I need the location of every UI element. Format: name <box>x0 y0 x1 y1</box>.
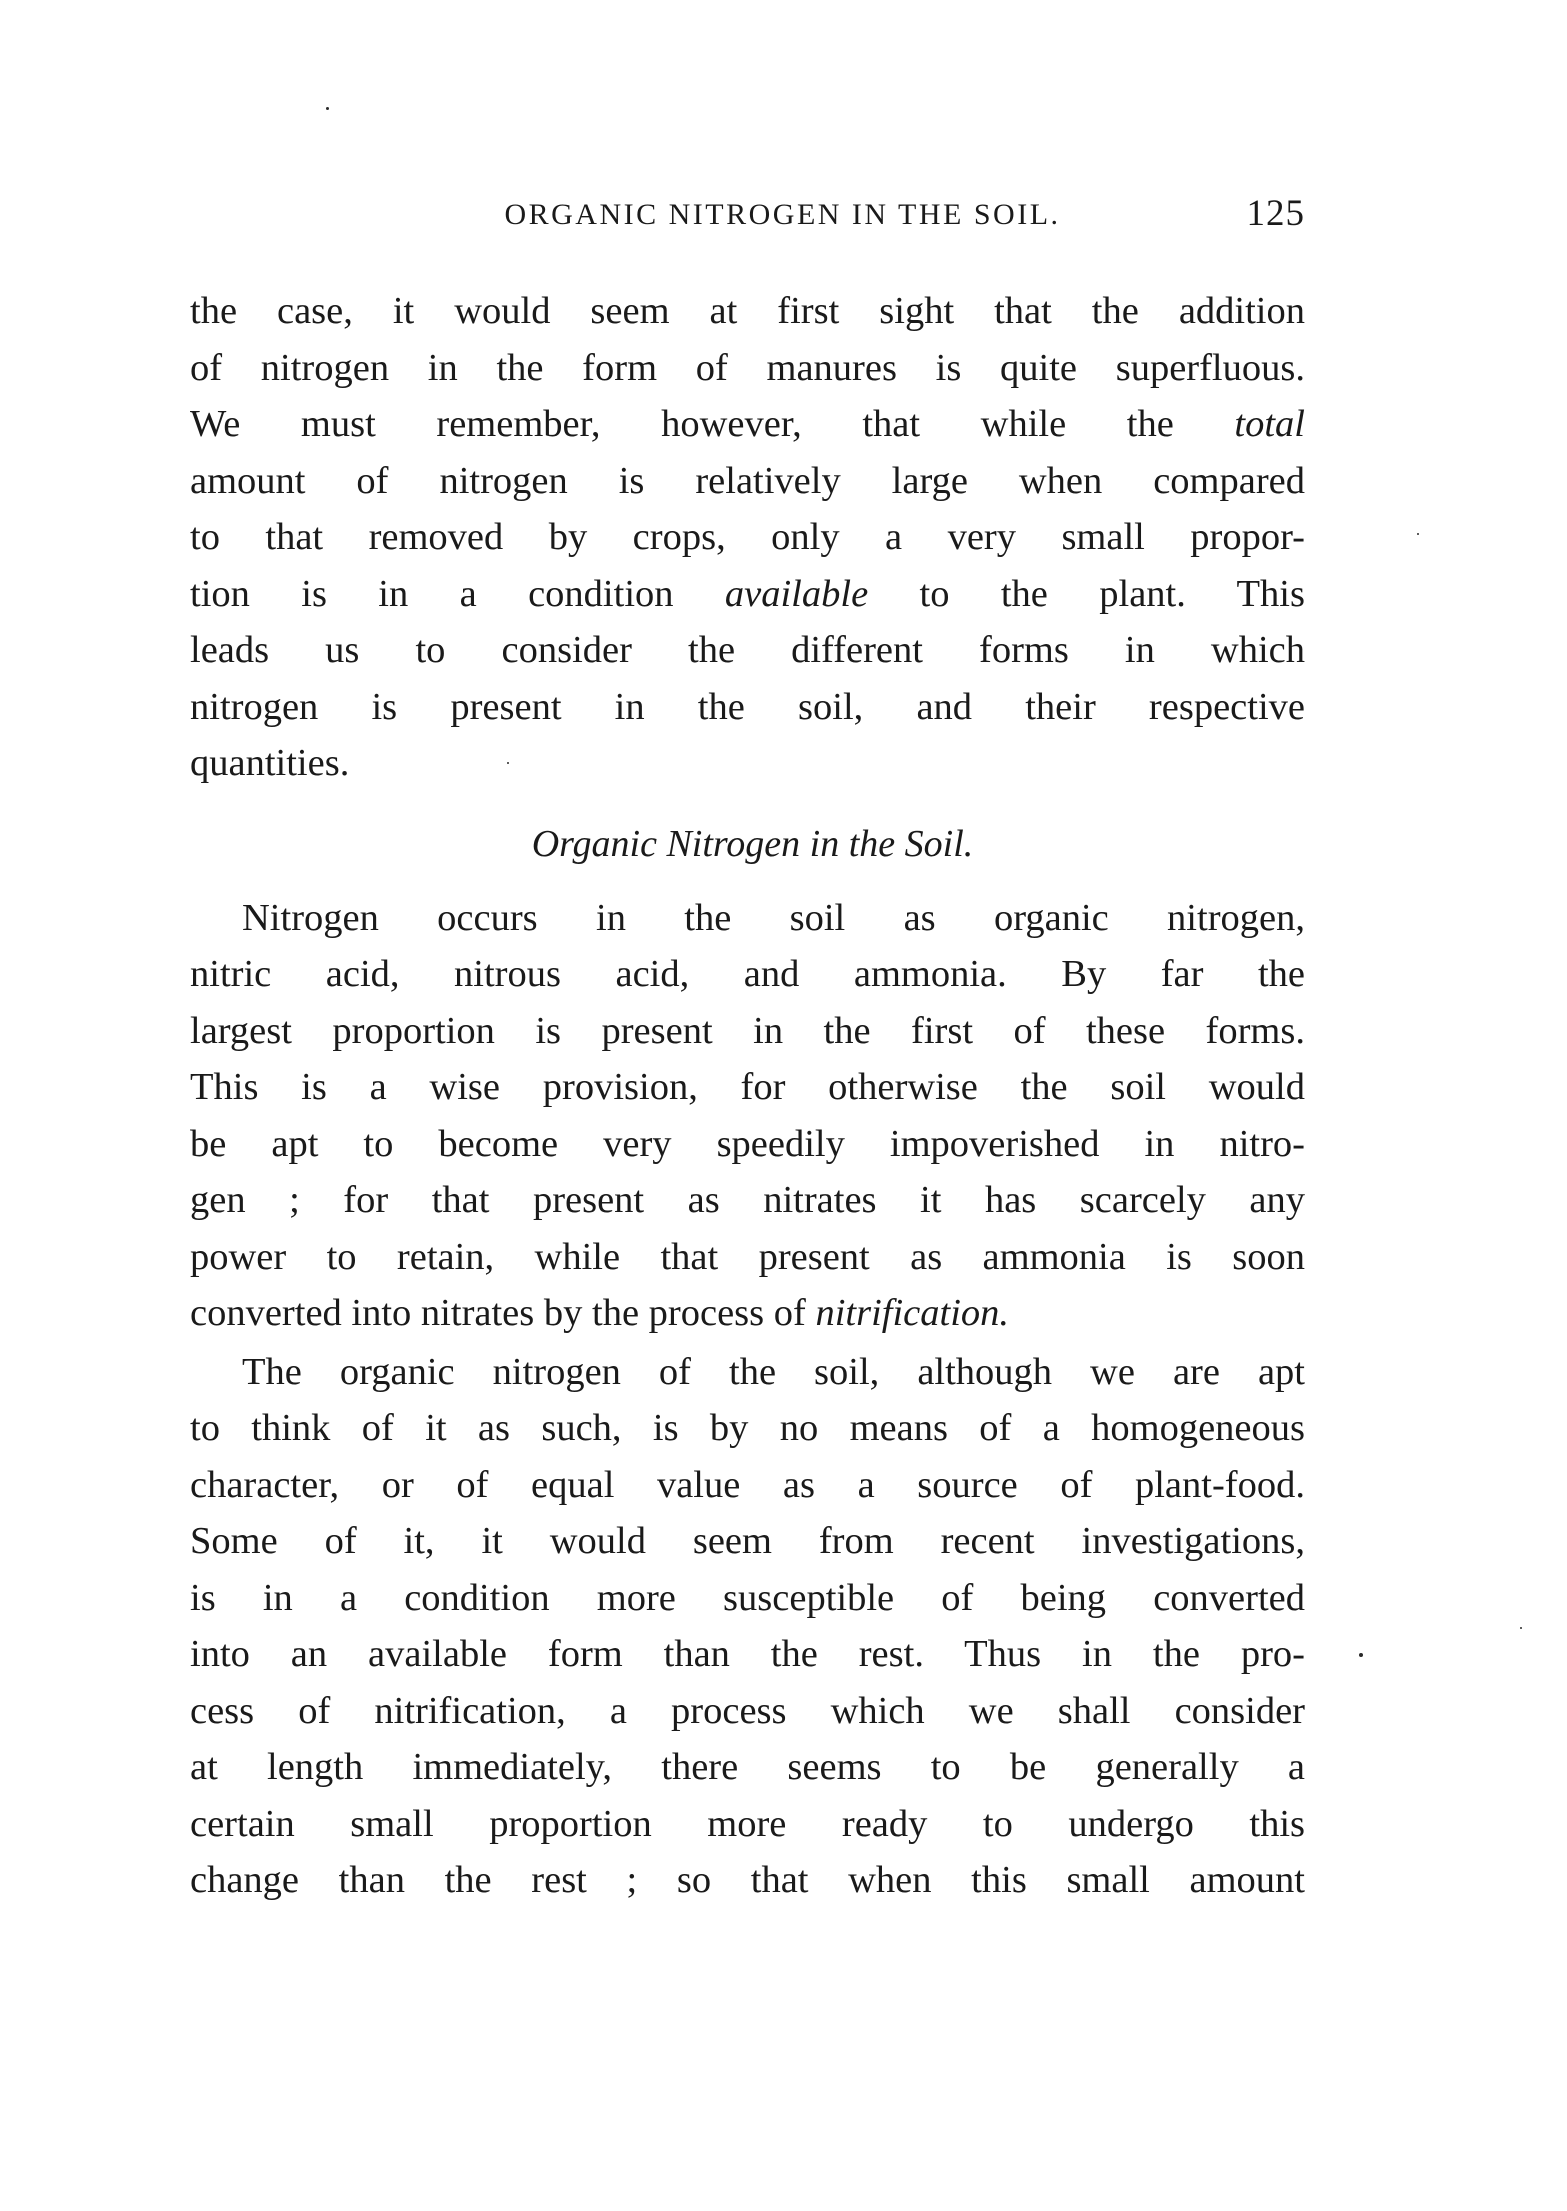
text-line: converted into nitrates by the process of nitrification. <box>190 1292 1010 1334</box>
print-speck <box>1417 533 1419 535</box>
print-speck <box>507 762 509 764</box>
text-line: into an available form than the rest. Thus in the pro- <box>190 1633 1305 1675</box>
section-heading: Organic Nitrogen in the Soil. <box>531 822 974 865</box>
text-line: quantities. <box>190 742 350 784</box>
paragraph-2 <box>190 890 1305 1342</box>
body-text <box>190 283 1305 1909</box>
text-line: of nitrogen in the form of manures is quite superfluous. <box>190 346 1305 389</box>
text-line: amount of nitrogen is relatively large when compared <box>190 459 1305 502</box>
text-line: to that removed by crops, only a very small propor- <box>190 516 1305 558</box>
text-line: The organic nitrogen of the soil, although we are apt <box>242 1350 1305 1393</box>
running-title: ORGANIC NITROGEN IN THE SOIL. <box>504 198 1061 231</box>
print-speck <box>326 107 329 110</box>
emphasis-nitrification: nitrification. <box>815 1292 1010 1334</box>
text-line: This is a wise provision, for otherwise the soil would <box>190 1066 1305 1108</box>
text-line: tion is in a condition available to the plant. This <box>190 572 1305 615</box>
emphasis-available: available <box>724 572 869 615</box>
emphasis-total: total <box>1234 403 1305 445</box>
text-line: nitrogen is present in the soil, and their respective <box>190 685 1305 728</box>
text-line: at length immediately, there seems to be generally a <box>190 1746 1305 1788</box>
text-line: the case, it would seem at first sight that the addition <box>190 290 1305 332</box>
text-line: to think of it as such, is by no means of a homogeneous <box>190 1407 1305 1449</box>
paragraph-1 <box>190 283 1305 792</box>
paragraph-3 <box>190 1344 1305 1909</box>
text-line: gen ; for that present as nitrates it has scarcely any <box>190 1179 1305 1221</box>
text-line: character, or of equal value as a source of plant-food. <box>190 1463 1305 1506</box>
text-line: be apt to become very speedily impoverished in nitro- <box>190 1122 1305 1165</box>
text-line: largest proportion is present in the first of these forms. <box>190 1009 1305 1052</box>
text-line: is in a condition more susceptible of being converted <box>190 1576 1305 1619</box>
print-speck <box>1359 1653 1363 1657</box>
text-line: nitric acid, nitrous acid, and ammonia. By far the <box>190 953 1305 995</box>
text-line: We must remember, however, that while the total <box>190 403 1305 445</box>
print-speck <box>1520 1627 1522 1629</box>
text-line: change than the rest ; so that when this small amount <box>190 1859 1305 1901</box>
text-line: Some of it, it would seem from recent investigations, <box>190 1520 1305 1562</box>
running-head <box>190 193 1305 248</box>
text-line: leads us to consider the different forms in which <box>190 629 1305 671</box>
text-line: certain small proportion more ready to undergo this <box>190 1802 1305 1845</box>
text-line: cess of nitrification, a process which we shall consider <box>190 1689 1305 1732</box>
text-line: power to retain, while that present as ammonia is soon <box>190 1235 1305 1278</box>
page-number: 125 <box>1246 193 1305 234</box>
text-line: Nitrogen occurs in the soil as organic nitrogen, <box>242 896 1305 939</box>
